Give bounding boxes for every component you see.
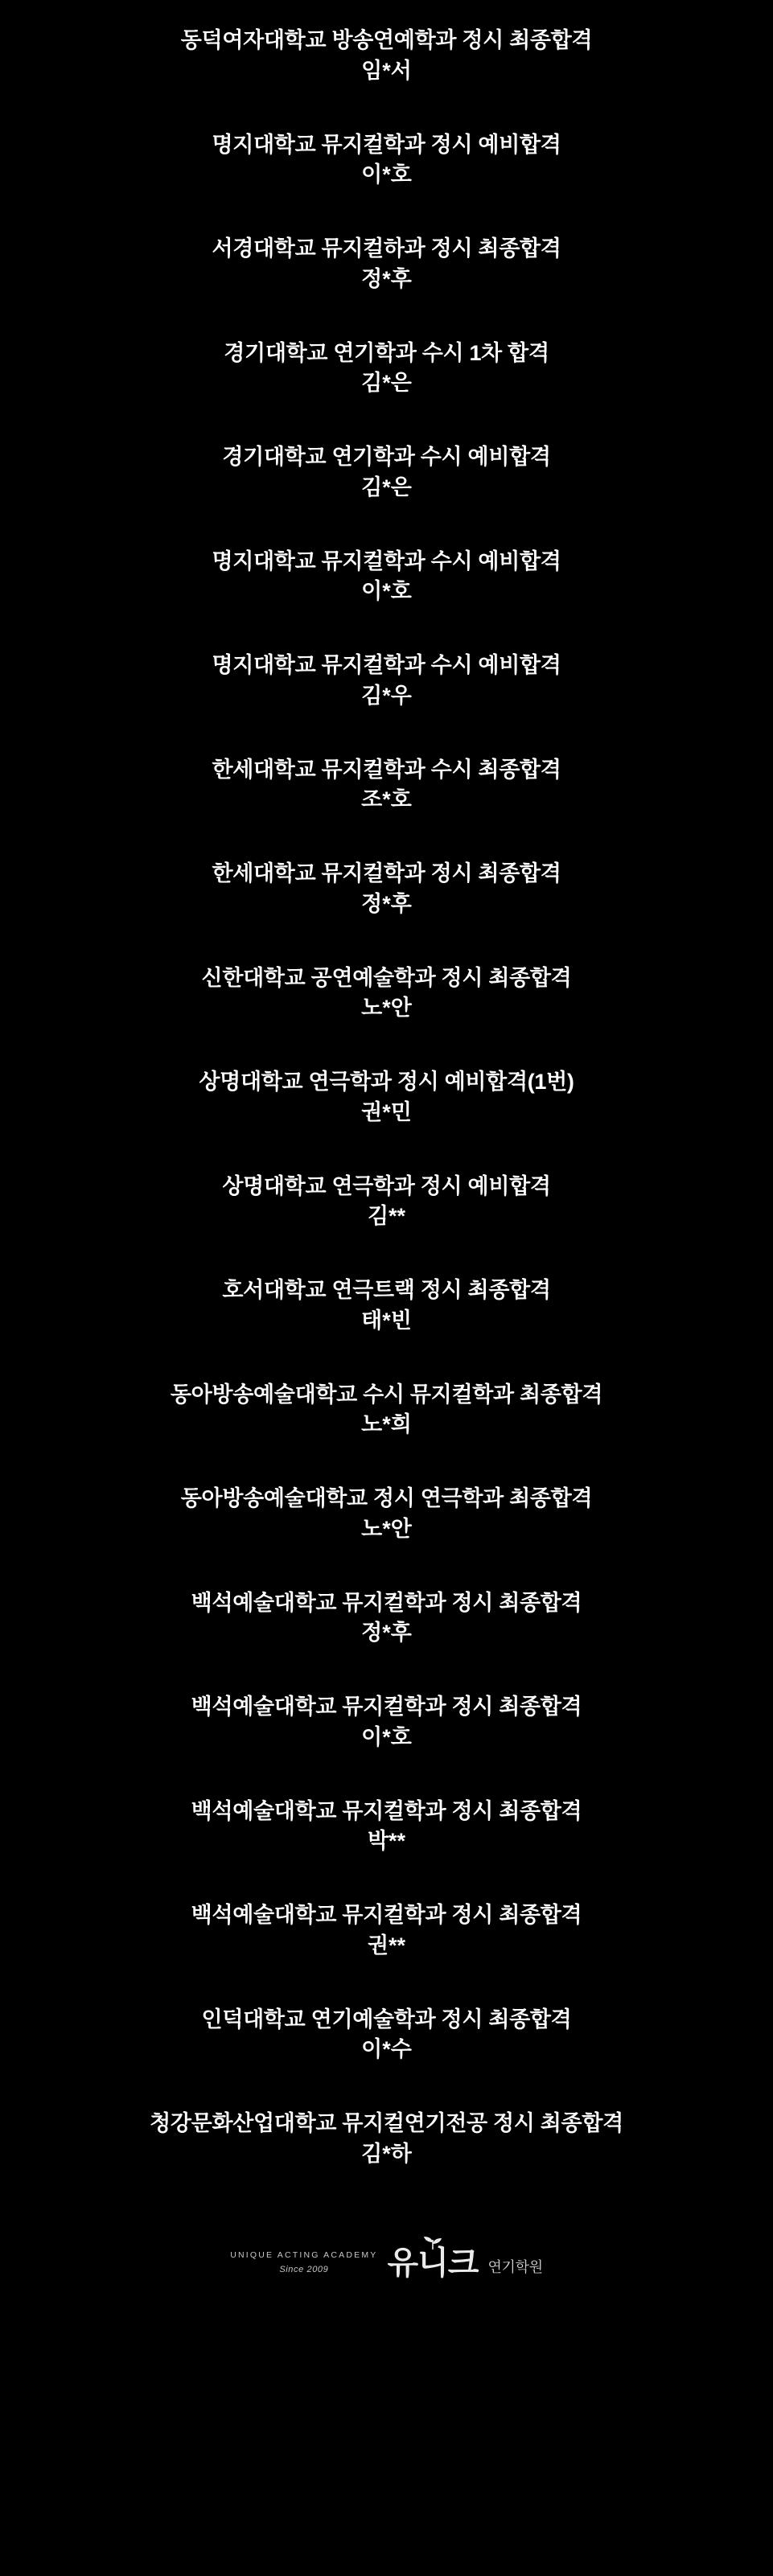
acceptance-entry: [0, 2007, 773, 2064]
acceptance-entry: [0, 1694, 773, 1752]
acceptance-entry: [0, 340, 773, 398]
entry-name: 노*희: [361, 1412, 412, 1437]
entry-title: 한세대학교 뮤지컬학과 수시 최종합격: [212, 757, 561, 782]
entry-title: 경기대학교 연기학과 수시 1차 합격: [224, 340, 549, 365]
entry-name: 임*서: [361, 58, 412, 83]
entry-name: 권**: [367, 1933, 406, 1958]
logo-tagline-line1: UNIQUE ACTING ACADEMY: [230, 2250, 378, 2261]
entry-name: 김*은: [361, 475, 412, 499]
acceptance-list: [0, 27, 773, 2215]
entry-title: 동아방송예술대학교 정시 연극학과 최종합격: [180, 1486, 593, 1510]
entry-title: 백석예술대학교 뮤지컬학과 정시 최종합격: [191, 1903, 582, 1927]
entry-title: 백석예술대학교 뮤지컬학과 정시 최종합격: [191, 1590, 582, 1615]
sprout-icon: [419, 2237, 446, 2249]
entry-title: 청강문화산업대학교 뮤지컬연기전공 정시 최종합격: [150, 2111, 623, 2135]
entry-name: 이*수: [361, 2037, 412, 2062]
acceptance-entry: [0, 2110, 773, 2168]
entry-title: 호서대학교 연극트랙 정시 최종합격: [222, 1278, 551, 1302]
entry-title: 백석예술대학교 뮤지컬학과 정시 최종합격: [191, 1798, 582, 1823]
entry-title: 신한대학교 공연예술학과 정시 최종합격: [201, 965, 572, 990]
entry-name: 이*호: [361, 579, 412, 604]
logo-suffix-text: 연기학원: [487, 2258, 543, 2275]
entry-name: 김**: [367, 1204, 406, 1229]
entry-name: 정*후: [361, 1621, 412, 1645]
entry-title: 인덕대학교 연기예술학과 정시 최종합격: [201, 2007, 572, 2032]
entry-name: 이*호: [361, 1724, 412, 1749]
entry-title: 백석예술대학교 뮤지컬학과 정시 최종합격: [191, 1695, 582, 1719]
entry-name: 태*빈: [361, 1308, 412, 1333]
entry-title: 상명대학교 연극학과 정시 예비합격: [222, 1173, 551, 1198]
entry-title: 서경대학교 뮤지컬하과 정시 최종합격: [212, 236, 561, 261]
entry-title: 동아방송예술대학교 수시 뮤지컬학과 최종합격: [170, 1382, 603, 1407]
logo-brand-text: 유니크: [387, 2245, 479, 2281]
entry-name: 박**: [367, 1829, 406, 1854]
entry-name: 김*하: [361, 2141, 412, 2166]
logo-tagline: [230, 2250, 377, 2275]
logo-tagline-line2: Since 2009: [279, 2264, 329, 2274]
entry-name: 권*민: [361, 1099, 412, 1124]
entry-title: 명지대학교 뮤지컬학과 수시 예비합격: [212, 548, 561, 573]
acceptance-entry: [0, 1798, 773, 1856]
acceptance-entry: [0, 236, 773, 294]
entry-title: 동덕여자대학교 방송연예학과 정시 최종합격: [180, 28, 593, 52]
acceptance-entry: [0, 132, 773, 190]
entry-name: 정*후: [361, 891, 412, 916]
entry-name: 김*은: [361, 371, 412, 396]
entry-name: 조*호: [361, 787, 412, 812]
logo-brandmark: [388, 2247, 479, 2279]
acceptance-entry: [0, 27, 773, 85]
entry-name: 정*후: [361, 266, 412, 291]
acceptance-entry: [0, 1173, 773, 1231]
acceptance-entry: [0, 1382, 773, 1440]
acceptance-entry: [0, 1277, 773, 1335]
acceptance-entry: [0, 965, 773, 1023]
entry-name: 노*안: [361, 1516, 412, 1541]
acceptance-entry: [0, 652, 773, 710]
entry-title: 경기대학교 연기학과 수시 예비합격: [222, 445, 551, 469]
acceptance-entry: [0, 1069, 773, 1127]
entry-title: 명지대학교 뮤지컬학과 수시 예비합격: [212, 653, 561, 677]
acceptance-entry: [0, 1590, 773, 1648]
acceptance-entry: [0, 757, 773, 815]
footer: [0, 2247, 773, 2316]
acceptance-entry: [0, 444, 773, 502]
entry-name: 김*우: [361, 683, 412, 708]
acceptance-entry: [0, 1485, 773, 1543]
entry-name: 노*안: [361, 996, 412, 1021]
acceptance-entry: [0, 861, 773, 918]
entry-title: 한세대학교 뮤지컬학과 정시 최종합격: [212, 861, 561, 885]
entry-title: 명지대학교 뮤지컬학과 정시 예비합격: [212, 132, 561, 157]
entry-name: 이*호: [361, 162, 412, 187]
acceptance-entry: [0, 548, 773, 606]
academy-logo: [230, 2247, 543, 2279]
acceptance-entry: [0, 1902, 773, 1960]
entry-title: 상명대학교 연극학과 정시 예비합격(1번): [199, 1070, 574, 1094]
